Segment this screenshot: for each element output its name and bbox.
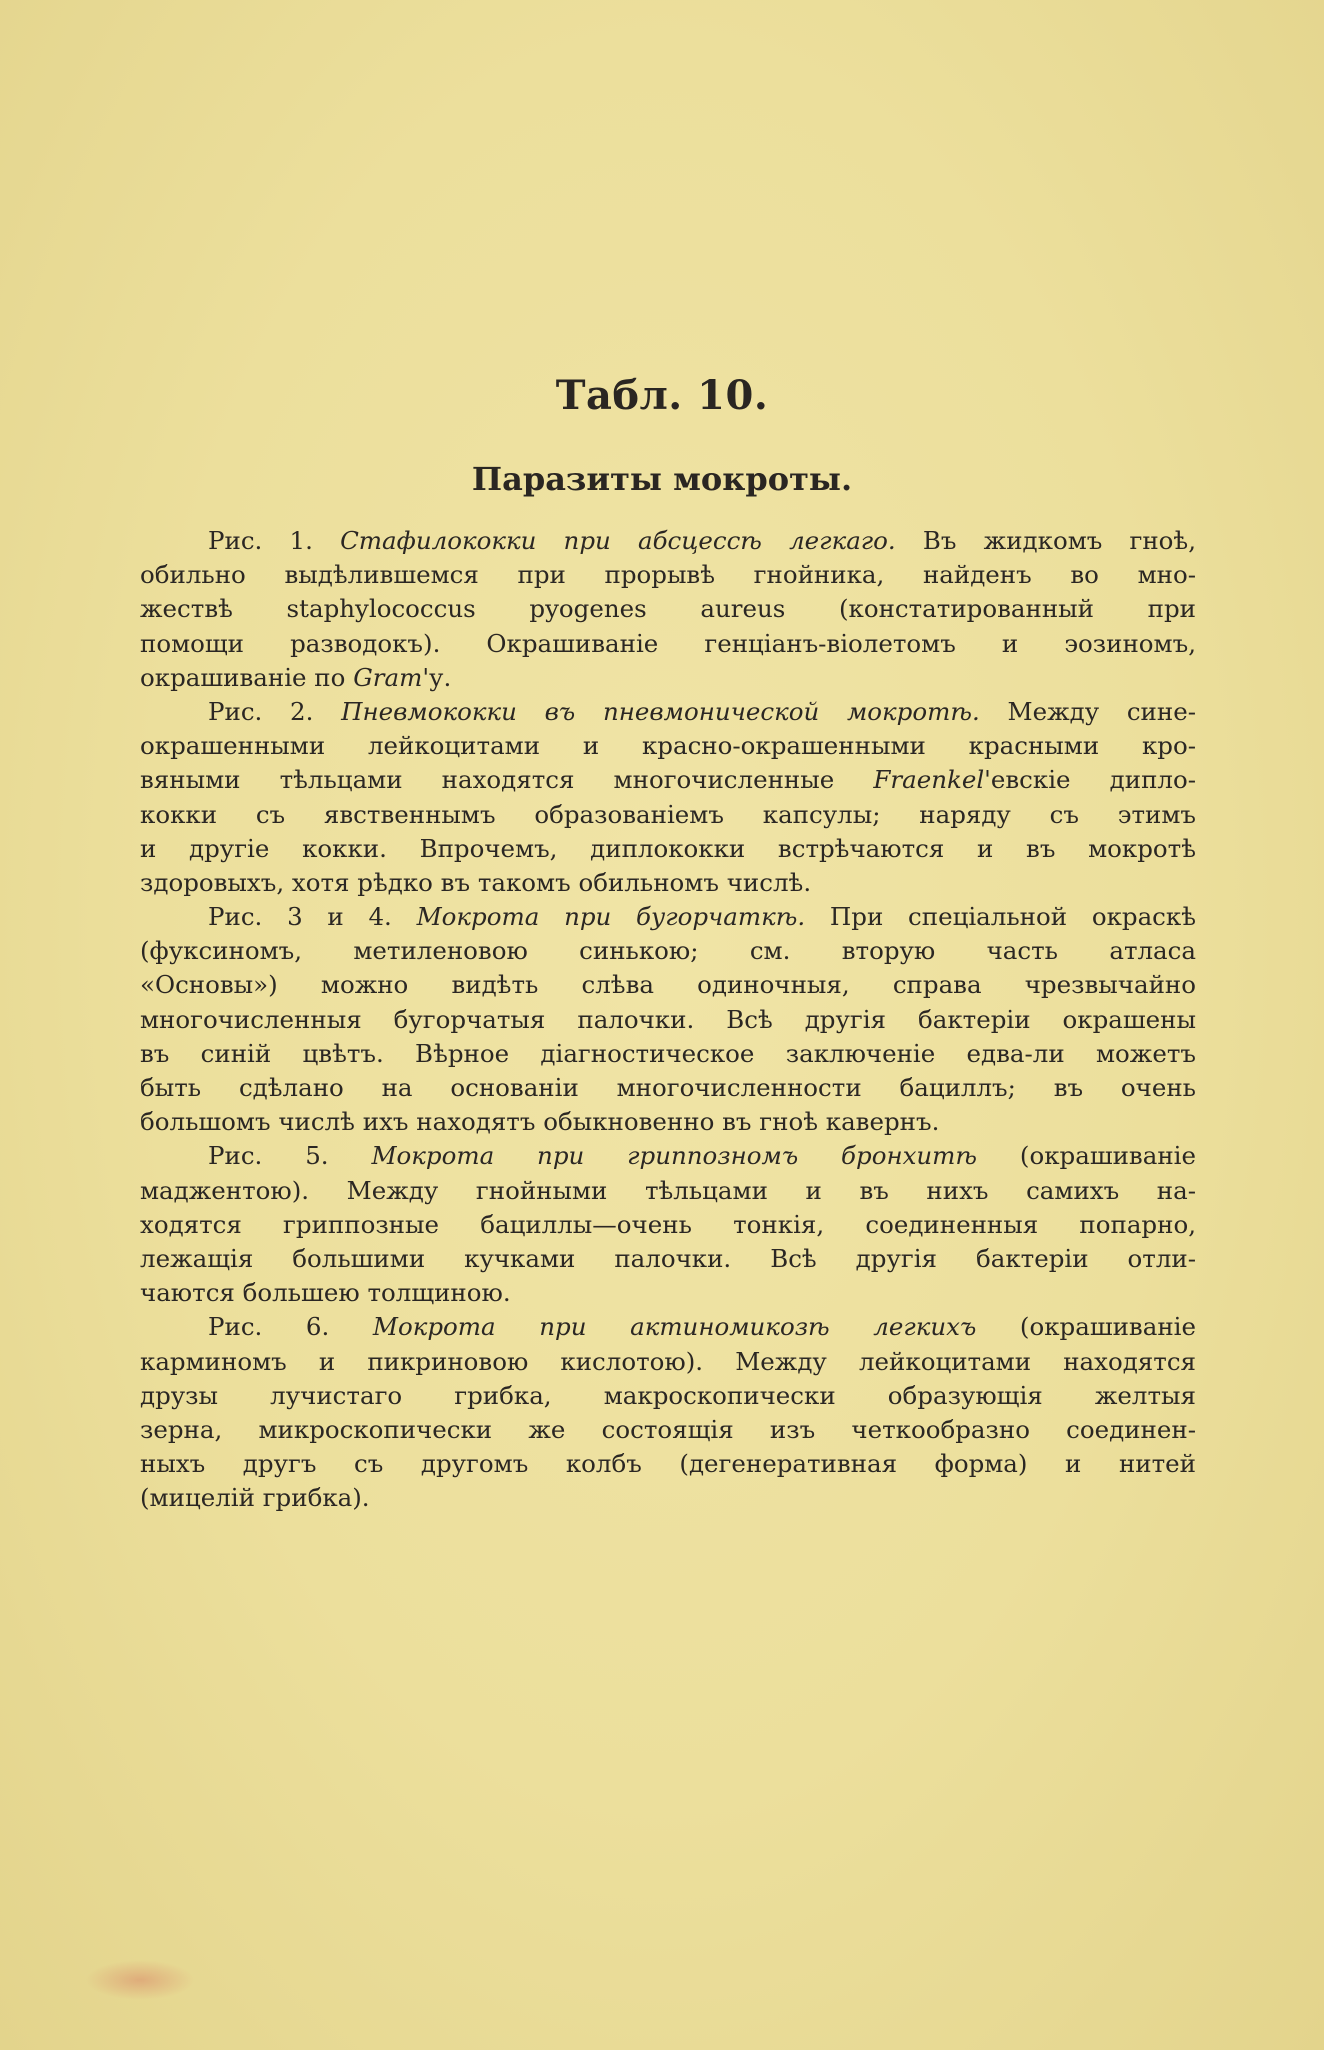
- line-text: ходятся гриппозные бациллы—очень тонкія, соединенныя попарно,: [140, 1209, 1196, 1239]
- line-text: (окрашиваніе: [977, 1141, 1196, 1171]
- text-line: [140, 1310, 1196, 1344]
- line-text: Рис. 3 и 4.: [208, 902, 417, 932]
- line-text: и другіе кокки. Впрочемъ, диплококки встрѣчаются и въ мокротѣ: [140, 833, 1196, 863]
- text-line: [140, 661, 1196, 695]
- italic-text: Fraenkel: [873, 765, 985, 795]
- text-line: [140, 1139, 1196, 1173]
- line-text: маджентою). Между гнойными тѣльцами и въ нихъ самихъ на-: [140, 1175, 1196, 1205]
- line-text: Рис. 2.: [208, 696, 342, 726]
- italic-text: Мокрота при гриппозномъ бронхитѣ: [371, 1141, 978, 1171]
- line-text: Рис. 5.: [208, 1141, 372, 1171]
- paper-stain: [85, 1960, 195, 2000]
- italic-text: Стафилококки при абсцессѣ легкаго.: [340, 526, 896, 555]
- line-text: окрашиваніе по: [140, 662, 354, 692]
- section-heading: Паразиты мокроты.: [471, 460, 853, 498]
- line-text: друзы лучистаго грибка, макроскопически образующія желтыя: [140, 1380, 1196, 1410]
- line-text: чаются большею толщиною.: [140, 1278, 511, 1308]
- text-line: [140, 1447, 1196, 1481]
- text-line: [140, 832, 1196, 866]
- line-text: Рис. 6.: [208, 1312, 373, 1342]
- text-line: [140, 1208, 1196, 1242]
- italic-text: Мокрота при бугорчаткѣ.: [416, 902, 806, 932]
- text-line: [140, 1105, 1196, 1139]
- line-text: карминомъ и пикриновою кислотою). Между лейкоцитами находятся: [140, 1346, 1196, 1376]
- text-line: [140, 558, 1196, 592]
- text-line: [140, 1276, 1196, 1310]
- text-line: [140, 627, 1196, 661]
- line-text: Между сине-: [979, 696, 1196, 726]
- italic-text: Gram: [353, 662, 423, 692]
- text-line: [140, 763, 1196, 797]
- line-text: кокки съ явственнымъ образованіемъ капсулы; наряду съ этимъ: [140, 799, 1196, 829]
- text-line: [140, 1242, 1196, 1276]
- line-text: лежащія большими кучками палочки. Всѣ другія бактеріи отли-: [140, 1243, 1196, 1273]
- text-line: [140, 1174, 1196, 1208]
- italic-text: Пневмококки въ пневмонической мокротѣ.: [341, 696, 980, 726]
- line-text: 'евскіе дипло-: [984, 765, 1196, 795]
- text-line: [140, 968, 1196, 1002]
- line-text: «Основы») можно видѣть слѣва одиночныя, справа чрезвычайно: [140, 970, 1196, 1000]
- text-line: [140, 1071, 1196, 1105]
- line-text: (мицелій грибка).: [140, 1483, 370, 1513]
- line-text: вяными тѣльцами находятся многочисленные: [140, 765, 874, 795]
- line-text: здоровыхъ, хотя рѣдко въ такомъ обильномъ числѣ.: [140, 867, 812, 897]
- text-line: [140, 1037, 1196, 1071]
- text-line: [140, 1481, 1196, 1515]
- body-text: [140, 524, 1196, 1515]
- line-text: зерна, микроскопически же состоящія изъ четкообразно соединен-: [140, 1414, 1196, 1444]
- line-text: въ синій цвѣтъ. Вѣрное діагностическое заключеніе едва-ли можетъ: [140, 1038, 1196, 1068]
- line-text: При спеціальной окраскѣ: [805, 902, 1196, 932]
- text-line: [140, 798, 1196, 832]
- text-line: [140, 592, 1196, 626]
- line-text: многочисленныя бугорчатыя палочки. Всѣ другія бактеріи окрашены: [140, 1004, 1196, 1034]
- line-text: жествѣ staphylococcus pyogenes aureus (констатированный при: [140, 594, 1196, 624]
- line-text: окрашенными лейкоцитами и красно-окрашенными красными кро-: [140, 731, 1196, 761]
- line-text: Въ жидкомъ гноѣ,: [895, 526, 1196, 555]
- italic-text: Мокрота при актиномикозѣ легкихъ: [372, 1312, 977, 1342]
- line-text: большомъ числѣ ихъ находятъ обыкновенно въ гноѣ кавернъ.: [140, 1107, 940, 1137]
- line-text: 'у.: [422, 662, 452, 692]
- line-text: (окрашиваніе: [976, 1312, 1196, 1342]
- line-text: ныхъ другъ съ другомъ колбъ (дегенеративная форма) и нитей: [140, 1449, 1196, 1479]
- text-line: [140, 934, 1196, 968]
- text-line: [140, 1413, 1196, 1447]
- line-text: быть сдѣлано на основаніи многочисленности бациллъ; въ очень: [140, 1073, 1196, 1102]
- text-line: [140, 729, 1196, 763]
- line-text: Рис. 1.: [208, 526, 341, 555]
- text-line: [140, 866, 1196, 900]
- line-text: (фуксиномъ, метиленовою синькою; см. вторую часть атласа: [140, 936, 1196, 966]
- line-text: обильно выдѣлившемся при прорывѣ гнойника, найденъ во мно-: [140, 560, 1196, 590]
- text-line: [140, 1379, 1196, 1413]
- line-text: помощи разводокъ). Окрашиваніе генціанъ-віолетомъ и эозиномъ,: [140, 628, 1196, 658]
- text-line: [140, 695, 1196, 729]
- text-line: [140, 1345, 1196, 1379]
- text-line: [140, 900, 1196, 934]
- text-line: [140, 524, 1196, 558]
- page-title: Табл. 10.: [555, 372, 769, 419]
- text-line: [140, 1003, 1196, 1037]
